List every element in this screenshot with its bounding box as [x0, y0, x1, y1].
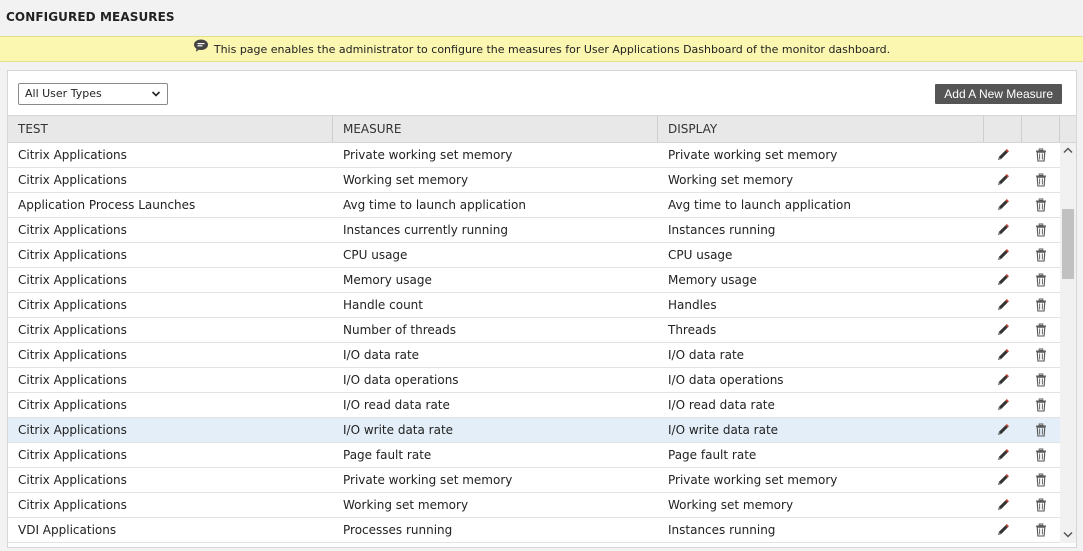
trash-icon[interactable]	[1034, 373, 1048, 387]
pencil-icon[interactable]	[996, 473, 1010, 487]
cell-test: Citrix Applications	[18, 223, 127, 237]
cell-measure: I/O data rate	[343, 348, 420, 362]
table-row[interactable]	[8, 518, 1076, 543]
trash-icon[interactable]	[1034, 198, 1048, 212]
delete-cell	[1022, 268, 1060, 292]
pencil-icon[interactable]	[996, 323, 1010, 337]
trash-icon[interactable]	[1034, 398, 1048, 412]
edit-cell	[984, 218, 1022, 242]
chevron-down-icon	[151, 89, 161, 99]
pencil-icon[interactable]	[996, 523, 1010, 537]
column-header-test[interactable]: TEST	[8, 116, 333, 142]
cell-test: Citrix Applications	[18, 273, 127, 287]
trash-icon[interactable]	[1034, 348, 1048, 362]
cell-measure: I/O write data rate	[343, 423, 454, 437]
cell-test: Citrix Applications	[18, 423, 127, 437]
table-row[interactable]	[8, 443, 1076, 468]
measures-panel	[7, 70, 1077, 548]
table-row[interactable]	[8, 418, 1076, 443]
add-new-measure-button[interactable]: Add A New Measure	[935, 84, 1062, 104]
scrollbar-thumb[interactable]	[1062, 209, 1074, 279]
trash-icon[interactable]	[1034, 248, 1048, 262]
delete-cell	[1022, 218, 1060, 242]
cell-measure: I/O read data rate	[343, 398, 450, 412]
cell-test: Citrix Applications	[18, 448, 127, 462]
trash-icon[interactable]	[1034, 423, 1048, 437]
cell-measure: I/O data operations	[343, 373, 459, 387]
cell-test: Citrix Applications	[18, 498, 127, 512]
user-type-selected-value: All User Types	[25, 87, 102, 100]
edit-cell	[984, 493, 1022, 517]
pencil-icon[interactable]	[996, 223, 1010, 237]
cell-test: Citrix Applications	[18, 473, 127, 487]
column-header-scroll-spacer	[1060, 116, 1076, 142]
cell-display: I/O write data rate	[668, 423, 779, 437]
table-row[interactable]	[8, 168, 1076, 193]
edit-cell	[984, 368, 1022, 392]
cell-display: Instances running	[668, 523, 776, 537]
cell-display: Memory usage	[668, 273, 757, 287]
pencil-icon[interactable]	[996, 173, 1010, 187]
cell-display: Working set memory	[668, 173, 794, 187]
cell-measure: Page fault rate	[343, 448, 432, 462]
table-row[interactable]	[8, 243, 1076, 268]
table-row[interactable]	[8, 343, 1076, 368]
cell-display: Private working set memory	[668, 148, 838, 162]
page-title: CONFIGURED MEASURES	[6, 10, 175, 24]
column-header-delete	[1022, 116, 1060, 142]
pencil-icon[interactable]	[996, 498, 1010, 512]
edit-cell	[984, 468, 1022, 492]
delete-cell	[1022, 343, 1060, 367]
pencil-icon[interactable]	[996, 148, 1010, 162]
table-row[interactable]	[8, 393, 1076, 418]
cell-measure: Avg time to launch application	[343, 198, 526, 212]
cell-measure: Working set memory	[343, 498, 469, 512]
cell-measure: CPU usage	[343, 248, 408, 262]
cell-measure: Number of threads	[343, 323, 456, 337]
vertical-scrollbar[interactable]	[1060, 143, 1076, 543]
cell-display: I/O data operations	[668, 373, 784, 387]
cell-display: Threads	[668, 323, 717, 337]
column-header-measure[interactable]: MEASURE	[333, 116, 658, 142]
trash-icon[interactable]	[1034, 448, 1048, 462]
cell-measure: Processes running	[343, 523, 453, 537]
cell-display: Handles	[668, 298, 717, 312]
delete-cell	[1022, 468, 1060, 492]
pencil-icon[interactable]	[996, 348, 1010, 362]
delete-cell	[1022, 418, 1060, 442]
table-row[interactable]	[8, 318, 1076, 343]
cell-test: Citrix Applications	[18, 248, 127, 262]
info-banner	[0, 36, 1083, 62]
column-header-display[interactable]: DISPLAY	[658, 116, 984, 142]
table-header	[8, 115, 1076, 143]
table-body	[8, 143, 1076, 543]
delete-cell	[1022, 518, 1060, 542]
cell-display: Avg time to launch application	[668, 198, 851, 212]
cell-display: Instances running	[668, 223, 776, 237]
trash-icon[interactable]	[1034, 498, 1048, 512]
delete-cell	[1022, 293, 1060, 317]
cell-measure: Private working set memory	[343, 473, 513, 487]
pencil-icon[interactable]	[996, 423, 1010, 437]
delete-cell	[1022, 318, 1060, 342]
edit-cell	[984, 418, 1022, 442]
edit-cell	[984, 393, 1022, 417]
cell-display: Private working set memory	[668, 473, 838, 487]
pencil-icon[interactable]	[996, 198, 1010, 212]
edit-cell	[984, 268, 1022, 292]
edit-cell	[984, 168, 1022, 192]
measures-table	[8, 115, 1076, 543]
trash-icon[interactable]	[1034, 148, 1048, 162]
column-header-edit	[984, 116, 1022, 142]
edit-cell	[984, 193, 1022, 217]
edit-cell	[984, 518, 1022, 542]
edit-cell	[984, 243, 1022, 267]
delete-cell	[1022, 393, 1060, 417]
cell-test: Citrix Applications	[18, 173, 127, 187]
delete-cell	[1022, 368, 1060, 392]
table-row[interactable]	[8, 193, 1076, 218]
trash-icon[interactable]	[1034, 223, 1048, 237]
cell-display: Page fault rate	[668, 448, 757, 462]
delete-cell	[1022, 168, 1060, 192]
edit-cell	[984, 343, 1022, 367]
chat-bubble-icon	[193, 38, 209, 54]
delete-cell	[1022, 143, 1060, 167]
trash-icon[interactable]	[1034, 273, 1048, 287]
toolbar	[8, 71, 1076, 115]
cell-test: Application Process Launches	[18, 198, 196, 212]
scroll-down-arrow-icon[interactable]	[1063, 531, 1073, 539]
cell-display: I/O read data rate	[668, 398, 775, 412]
table-row[interactable]	[8, 218, 1076, 243]
cell-measure: Memory usage	[343, 273, 432, 287]
table-row[interactable]	[8, 468, 1076, 493]
edit-cell	[984, 443, 1022, 467]
cell-test: Citrix Applications	[18, 398, 127, 412]
trash-icon[interactable]	[1034, 523, 1048, 537]
cell-test: Citrix Applications	[18, 298, 127, 312]
cell-measure: Handle count	[343, 298, 423, 312]
scroll-up-arrow-icon[interactable]	[1063, 146, 1073, 154]
edit-cell	[984, 293, 1022, 317]
trash-icon[interactable]	[1034, 173, 1048, 187]
delete-cell	[1022, 443, 1060, 467]
cell-test: Citrix Applications	[18, 373, 127, 387]
cell-display: Working set memory	[668, 498, 794, 512]
cell-measure: Private working set memory	[343, 148, 513, 162]
delete-cell	[1022, 243, 1060, 267]
table-row[interactable]	[8, 268, 1076, 293]
table-row[interactable]	[8, 368, 1076, 393]
user-type-select[interactable]	[18, 83, 168, 105]
cell-test: Citrix Applications	[18, 148, 127, 162]
pencil-icon[interactable]	[996, 273, 1010, 287]
trash-icon[interactable]	[1034, 298, 1048, 312]
pencil-icon[interactable]	[996, 398, 1010, 412]
delete-cell	[1022, 493, 1060, 517]
pencil-icon[interactable]	[996, 448, 1010, 462]
table-row[interactable]	[8, 293, 1076, 318]
trash-icon[interactable]	[1034, 473, 1048, 487]
cell-test: Citrix Applications	[18, 348, 127, 362]
edit-cell	[984, 143, 1022, 167]
table-row[interactable]	[8, 493, 1076, 518]
cell-measure: Instances currently running	[343, 223, 508, 237]
cell-test: Citrix Applications	[18, 323, 127, 337]
edit-cell	[984, 318, 1022, 342]
cell-display: CPU usage	[668, 248, 733, 262]
trash-icon[interactable]	[1034, 323, 1048, 337]
cell-test: VDI Applications	[18, 523, 117, 537]
delete-cell	[1022, 193, 1060, 217]
pencil-icon[interactable]	[996, 248, 1010, 262]
banner-text: This page enables the administrator to configure the measures for User Applications Dashboard of the monitor dashboard.	[213, 42, 891, 56]
cell-display: I/O data rate	[668, 348, 745, 362]
pencil-icon[interactable]	[996, 298, 1010, 312]
cell-measure: Working set memory	[343, 173, 469, 187]
pencil-icon[interactable]	[996, 373, 1010, 387]
table-row[interactable]	[8, 143, 1076, 168]
